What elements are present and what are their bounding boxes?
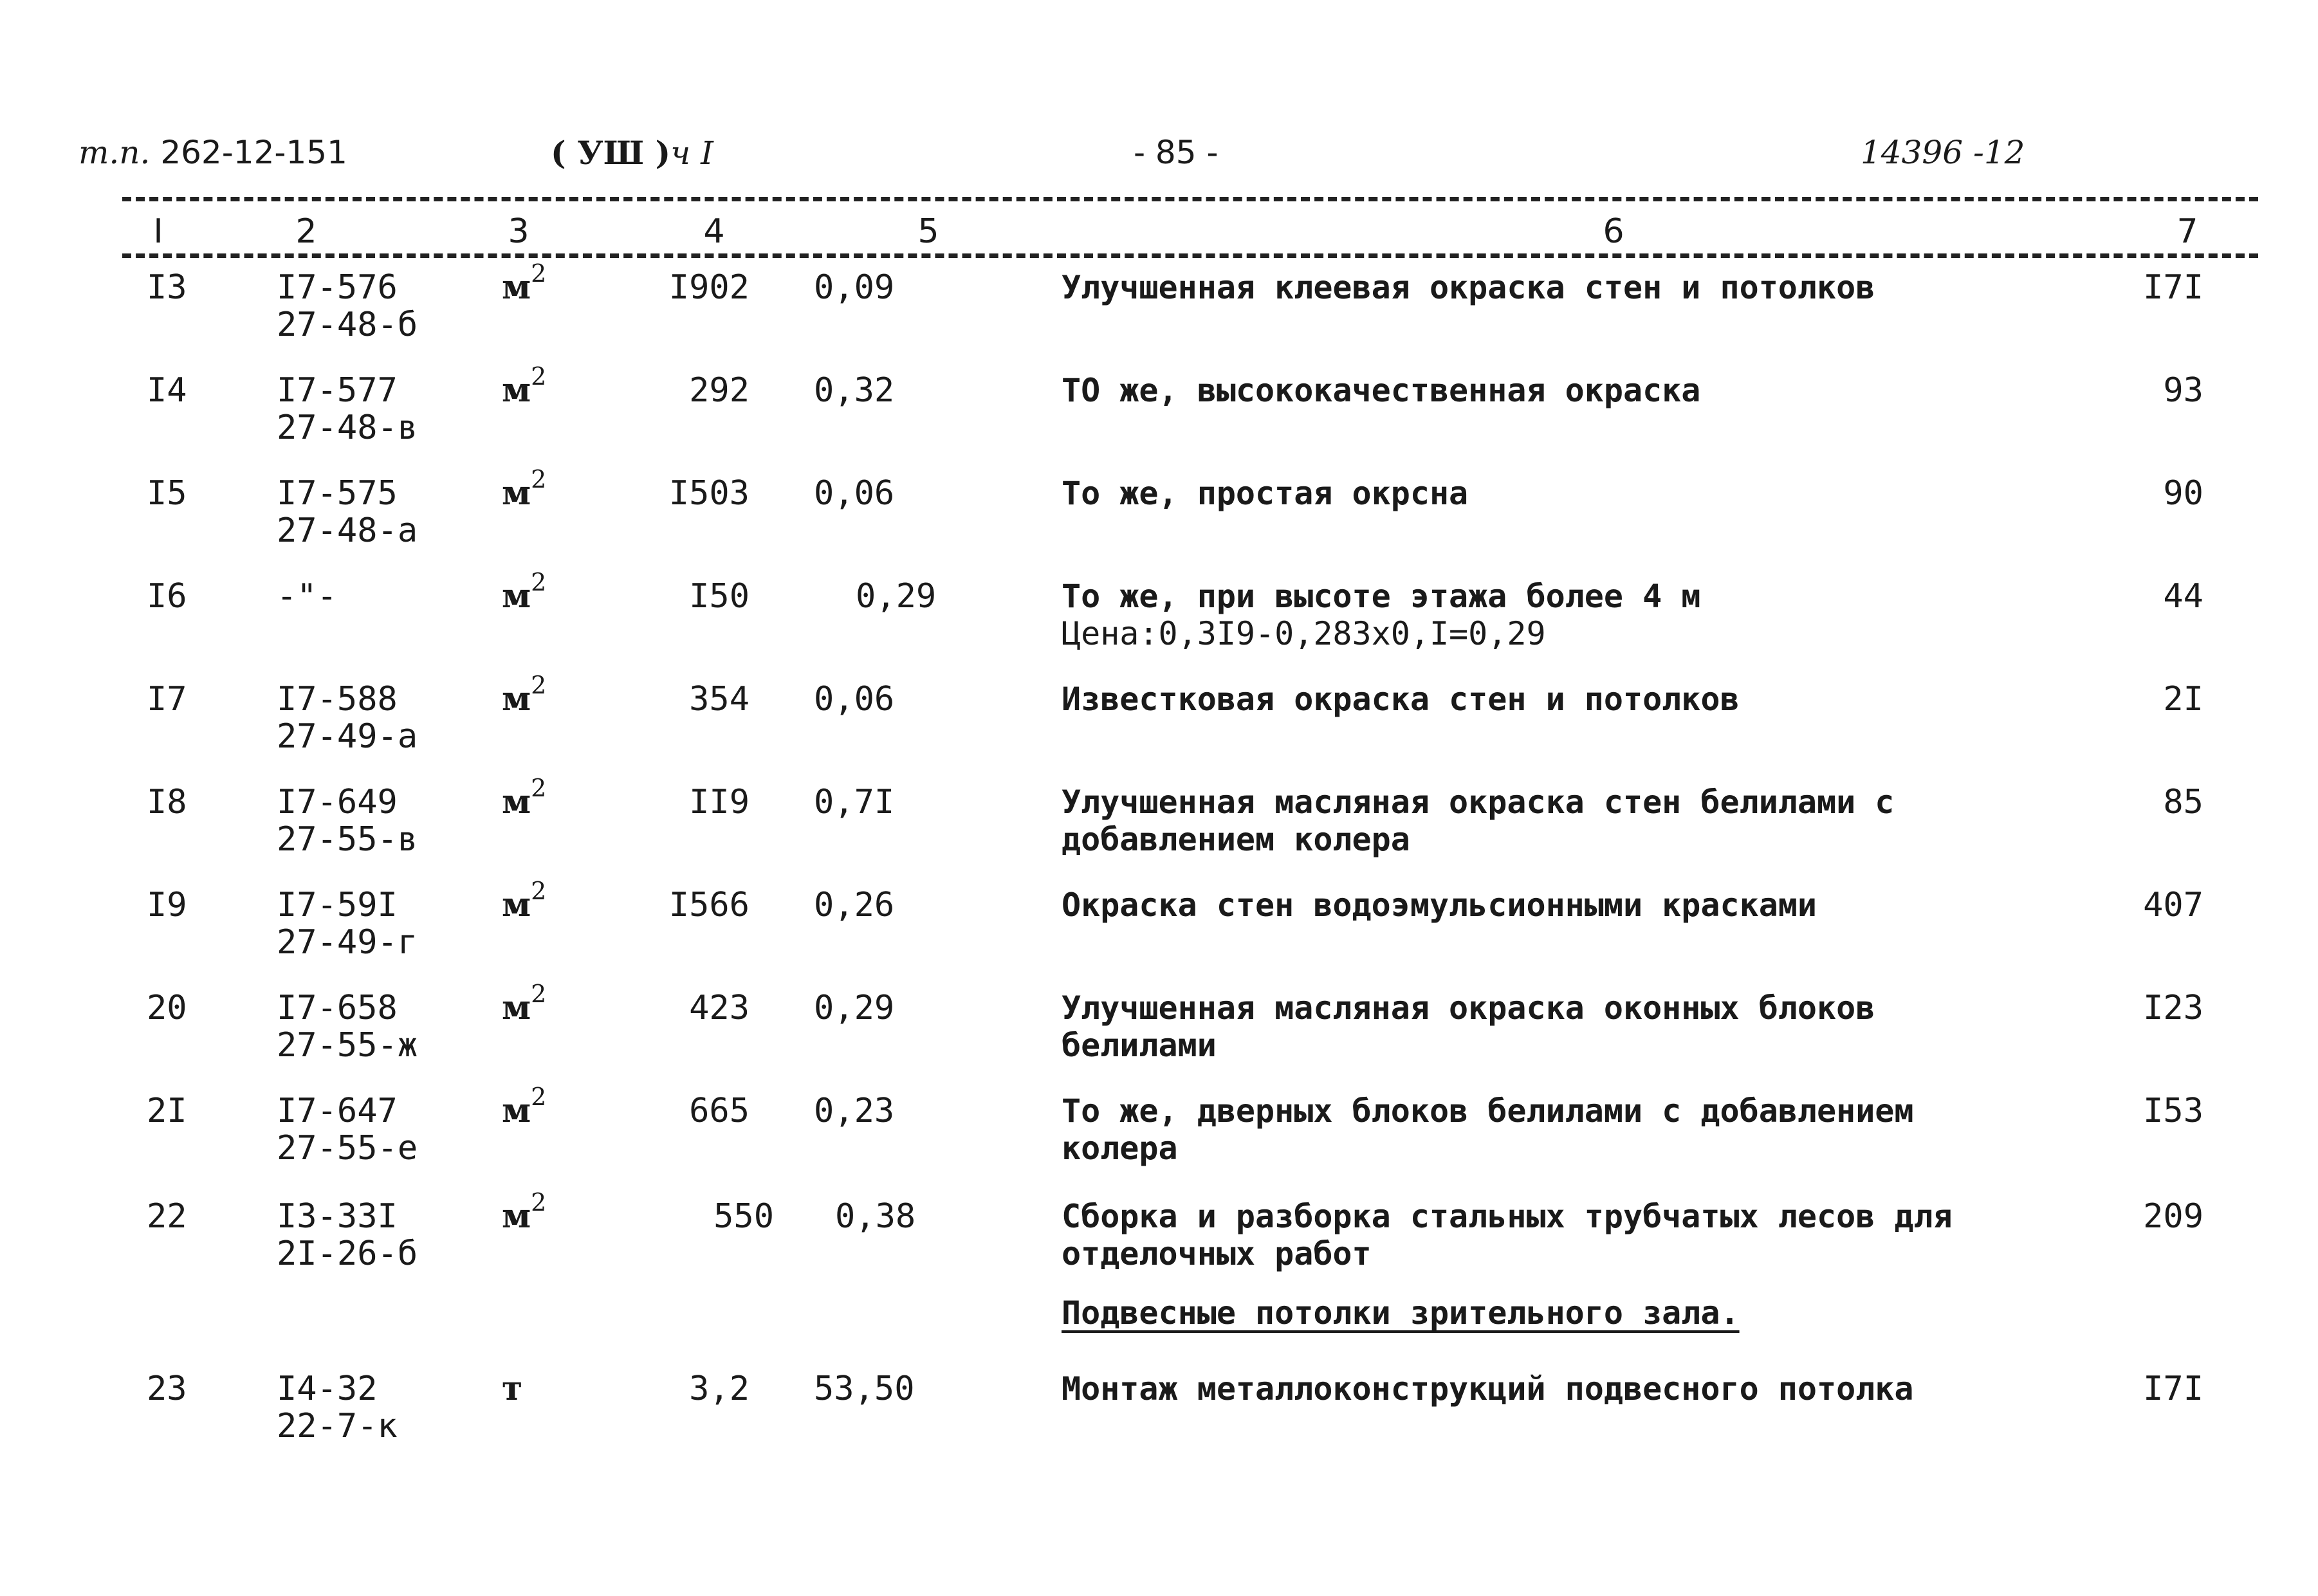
row-number: I6 (147, 577, 187, 616)
unit-exponent: 2 (531, 774, 547, 802)
norm-code-line2: 27-48-а (277, 511, 418, 550)
quantity: 423 (689, 989, 750, 1027)
norm-code-line1: -"- (277, 577, 337, 616)
unit-exponent: 2 (531, 980, 547, 1008)
norm-code-line1: I7-588 (277, 680, 398, 719)
description-line1: ТО же, высококачественная окраска (1062, 372, 1701, 409)
section-mark (551, 134, 713, 172)
doc-ref-prefix: т.п. (78, 134, 151, 171)
quantity: 3,2 (689, 1370, 750, 1408)
norm-code (277, 269, 418, 344)
table-row (0, 980, 2318, 1086)
norm-code (277, 1370, 398, 1445)
description-line1: Улучшенная клеевая окраска стен и потолков (1062, 269, 1875, 306)
unit-price: 53,50 (814, 1370, 915, 1408)
row-number: I5 (147, 474, 187, 513)
unit (502, 774, 547, 821)
table-row (0, 465, 2318, 571)
norm-code-line1: I7-658 (277, 989, 398, 1027)
norm-code (277, 886, 418, 961)
total-cost: 407 (2143, 886, 2203, 924)
work-description (1062, 886, 1817, 924)
unit-price: 0,06 (814, 680, 895, 719)
section-roman: УШ (577, 134, 645, 172)
row-number: 22 (147, 1197, 187, 1236)
column-number-5: 5 (917, 212, 939, 251)
total-cost: 44 (2163, 577, 2203, 616)
total-cost: 85 (2163, 783, 2203, 821)
unit-price: 0,7I (814, 783, 895, 821)
description-line1: Монтаж металлоконструкций подвесного потолка (1062, 1370, 1914, 1408)
description-line2: отделочных работ (1062, 1235, 1372, 1272)
quantity: I902 (668, 268, 750, 307)
norm-code-line2: 27-55-ж (277, 1026, 418, 1065)
column-number-1: I (153, 212, 163, 251)
description-line1: Сборка и разборка стальных трубчатых лесов для (1062, 1198, 1953, 1235)
unit (502, 980, 547, 1027)
unit-base: м (502, 268, 531, 307)
unit-base: м (502, 1197, 531, 1236)
table-row (0, 1083, 2318, 1189)
unit-base: м (502, 473, 531, 513)
norm-code-line1: I7-647 (277, 1092, 398, 1130)
row-number: I3 (147, 268, 187, 307)
norm-code (277, 372, 418, 446)
unit (502, 671, 547, 719)
description-line1: Окраска стен водоэмульсионными красками (1062, 886, 1817, 924)
unit-price: 0,29 (856, 577, 937, 616)
unit-price: 0,26 (814, 886, 895, 924)
work-description (1062, 269, 1875, 306)
unit (502, 259, 547, 307)
work-description (1062, 681, 1740, 718)
work-description (1062, 372, 1700, 409)
norm-code-line2: 22-7-к (277, 1407, 398, 1445)
unit-exponent: 2 (531, 1083, 547, 1111)
table-row (0, 1188, 2318, 1294)
norm-code-line2: 2I-26-б (277, 1234, 418, 1273)
unit-base: т (502, 1369, 523, 1408)
unit-price: 0,32 (814, 371, 895, 410)
norm-code (277, 784, 418, 858)
doc-ref-number: 262-12-151 (160, 134, 347, 171)
unit-base: м (502, 1091, 531, 1130)
description-line2: колера (1062, 1130, 1178, 1167)
row-number: I4 (147, 371, 187, 410)
description-line1: Улучшенная масляная окраска оконных блоков (1062, 989, 1875, 1027)
section-close: ) (655, 134, 671, 172)
table-row (0, 774, 2318, 880)
section-part: ч I (670, 134, 713, 172)
unit-price: 0,06 (814, 474, 895, 513)
work-description (1062, 475, 1468, 512)
page-number: - 85 - (1134, 134, 1219, 171)
norm-code (277, 1092, 418, 1167)
quantity: 665 (689, 1092, 750, 1130)
unit-base: м (502, 988, 531, 1027)
norm-code-line1: I7-59I (277, 886, 398, 924)
norm-code-line1: I7-575 (277, 474, 398, 513)
description-line1: То же, дверных блоков белилами с добавлением (1062, 1092, 1914, 1130)
unit-price: 0,23 (814, 1092, 895, 1130)
norm-code-line2: 27-55-е (277, 1129, 418, 1168)
inventory-number: 14396 -12 (1861, 134, 2025, 171)
unit (502, 1083, 547, 1130)
norm-code-line1: I3-33I (277, 1197, 398, 1236)
table-top-rule (122, 197, 2258, 201)
column-number-3: 3 (508, 212, 529, 251)
quantity: 292 (689, 371, 750, 410)
unit (502, 1370, 522, 1408)
norm-code-line1: I4-32 (277, 1370, 378, 1408)
unit (502, 465, 547, 513)
doc-ref (78, 134, 347, 171)
section-heading: Подвесные потолки зрительного зала. (1062, 1294, 1740, 1332)
quantity: I566 (668, 886, 750, 924)
unit-base: м (502, 782, 531, 821)
work-description (1062, 784, 1894, 858)
table-row (0, 568, 2318, 674)
table-header-rule (122, 253, 2258, 258)
norm-code-line2: 27-49-г (277, 923, 418, 962)
norm-code-line1: I7-649 (277, 783, 398, 821)
norm-code (277, 578, 337, 615)
quantity: II9 (689, 783, 750, 821)
description-line2: Цена:0,3I9-0,283х0,I=0,29 (1062, 615, 1546, 652)
quantity: 354 (689, 680, 750, 719)
norm-code-line2: 27-55-в (277, 820, 418, 859)
norm-code-line1: I7-576 (277, 268, 398, 307)
unit-price: 0,09 (814, 268, 895, 307)
work-description (1062, 1092, 1914, 1167)
column-number-4: 4 (703, 212, 725, 251)
description-line2: белилами (1062, 1027, 1217, 1064)
table-row (0, 671, 2318, 777)
description-line1: То же, при высоте этажа более 4 м (1062, 578, 1701, 615)
row-number: I9 (147, 886, 187, 924)
norm-code-line2: 27-48-в (277, 408, 418, 447)
work-description (1062, 1198, 1953, 1272)
unit-exponent: 2 (531, 362, 547, 390)
norm-code (277, 681, 418, 755)
unit-base: м (502, 885, 531, 924)
unit-exponent: 2 (531, 568, 547, 596)
unit (502, 1188, 547, 1236)
table-row (0, 1370, 2318, 1467)
norm-code (277, 475, 418, 549)
section-open: ( (551, 134, 566, 172)
column-number-2: 2 (295, 212, 317, 251)
column-number-7: 7 (2176, 212, 2198, 251)
unit-price: 0,38 (835, 1197, 916, 1236)
row-number: 23 (147, 1370, 187, 1408)
total-cost: I23 (2143, 989, 2203, 1027)
row-number: I7 (147, 680, 187, 719)
norm-code-line2: 27-49-а (277, 717, 418, 756)
norm-code (277, 1198, 418, 1272)
work-description (1062, 989, 1875, 1064)
quantity: I503 (668, 474, 750, 513)
total-cost: 93 (2163, 371, 2203, 410)
unit (502, 877, 547, 924)
table-row (0, 362, 2318, 468)
description-line1: То же, простая окрсна (1062, 475, 1469, 512)
row-number: 20 (147, 989, 187, 1027)
unit-exponent: 2 (531, 877, 547, 905)
norm-code-line2: 27-48-б (277, 306, 418, 344)
total-cost: I7I (2143, 268, 2203, 307)
unit-exponent: 2 (531, 259, 547, 288)
row-number: 2I (147, 1092, 187, 1130)
total-cost: 90 (2163, 474, 2203, 513)
norm-code-line1: I7-577 (277, 371, 398, 410)
quantity: 550 (713, 1197, 774, 1236)
unit-exponent: 2 (531, 671, 547, 699)
unit-exponent: 2 (531, 1188, 547, 1216)
quantity: I50 (689, 577, 750, 616)
description-line2: добавлением колера (1062, 821, 1410, 858)
total-cost: I53 (2143, 1092, 2203, 1130)
unit-base: м (502, 679, 531, 719)
unit-exponent: 2 (531, 465, 547, 493)
unit-base: м (502, 576, 531, 616)
work-description (1062, 1370, 1914, 1408)
total-cost: 209 (2143, 1197, 2203, 1236)
table-row (0, 259, 2318, 365)
table-row (0, 877, 2318, 983)
unit (502, 568, 547, 616)
norm-code (277, 989, 418, 1064)
total-cost: 2I (2163, 680, 2203, 719)
row-number: I8 (147, 783, 187, 821)
work-description (1062, 578, 1700, 652)
column-number-6: 6 (1603, 212, 1624, 251)
description-line1: Известковая окраска стен и потолков (1062, 681, 1740, 718)
unit-price: 0,29 (814, 989, 895, 1027)
unit (502, 362, 547, 410)
total-cost: I7I (2143, 1370, 2203, 1408)
description-line1: Улучшенная масляная окраска стен белилами с (1062, 784, 1895, 821)
unit-base: м (502, 371, 531, 410)
